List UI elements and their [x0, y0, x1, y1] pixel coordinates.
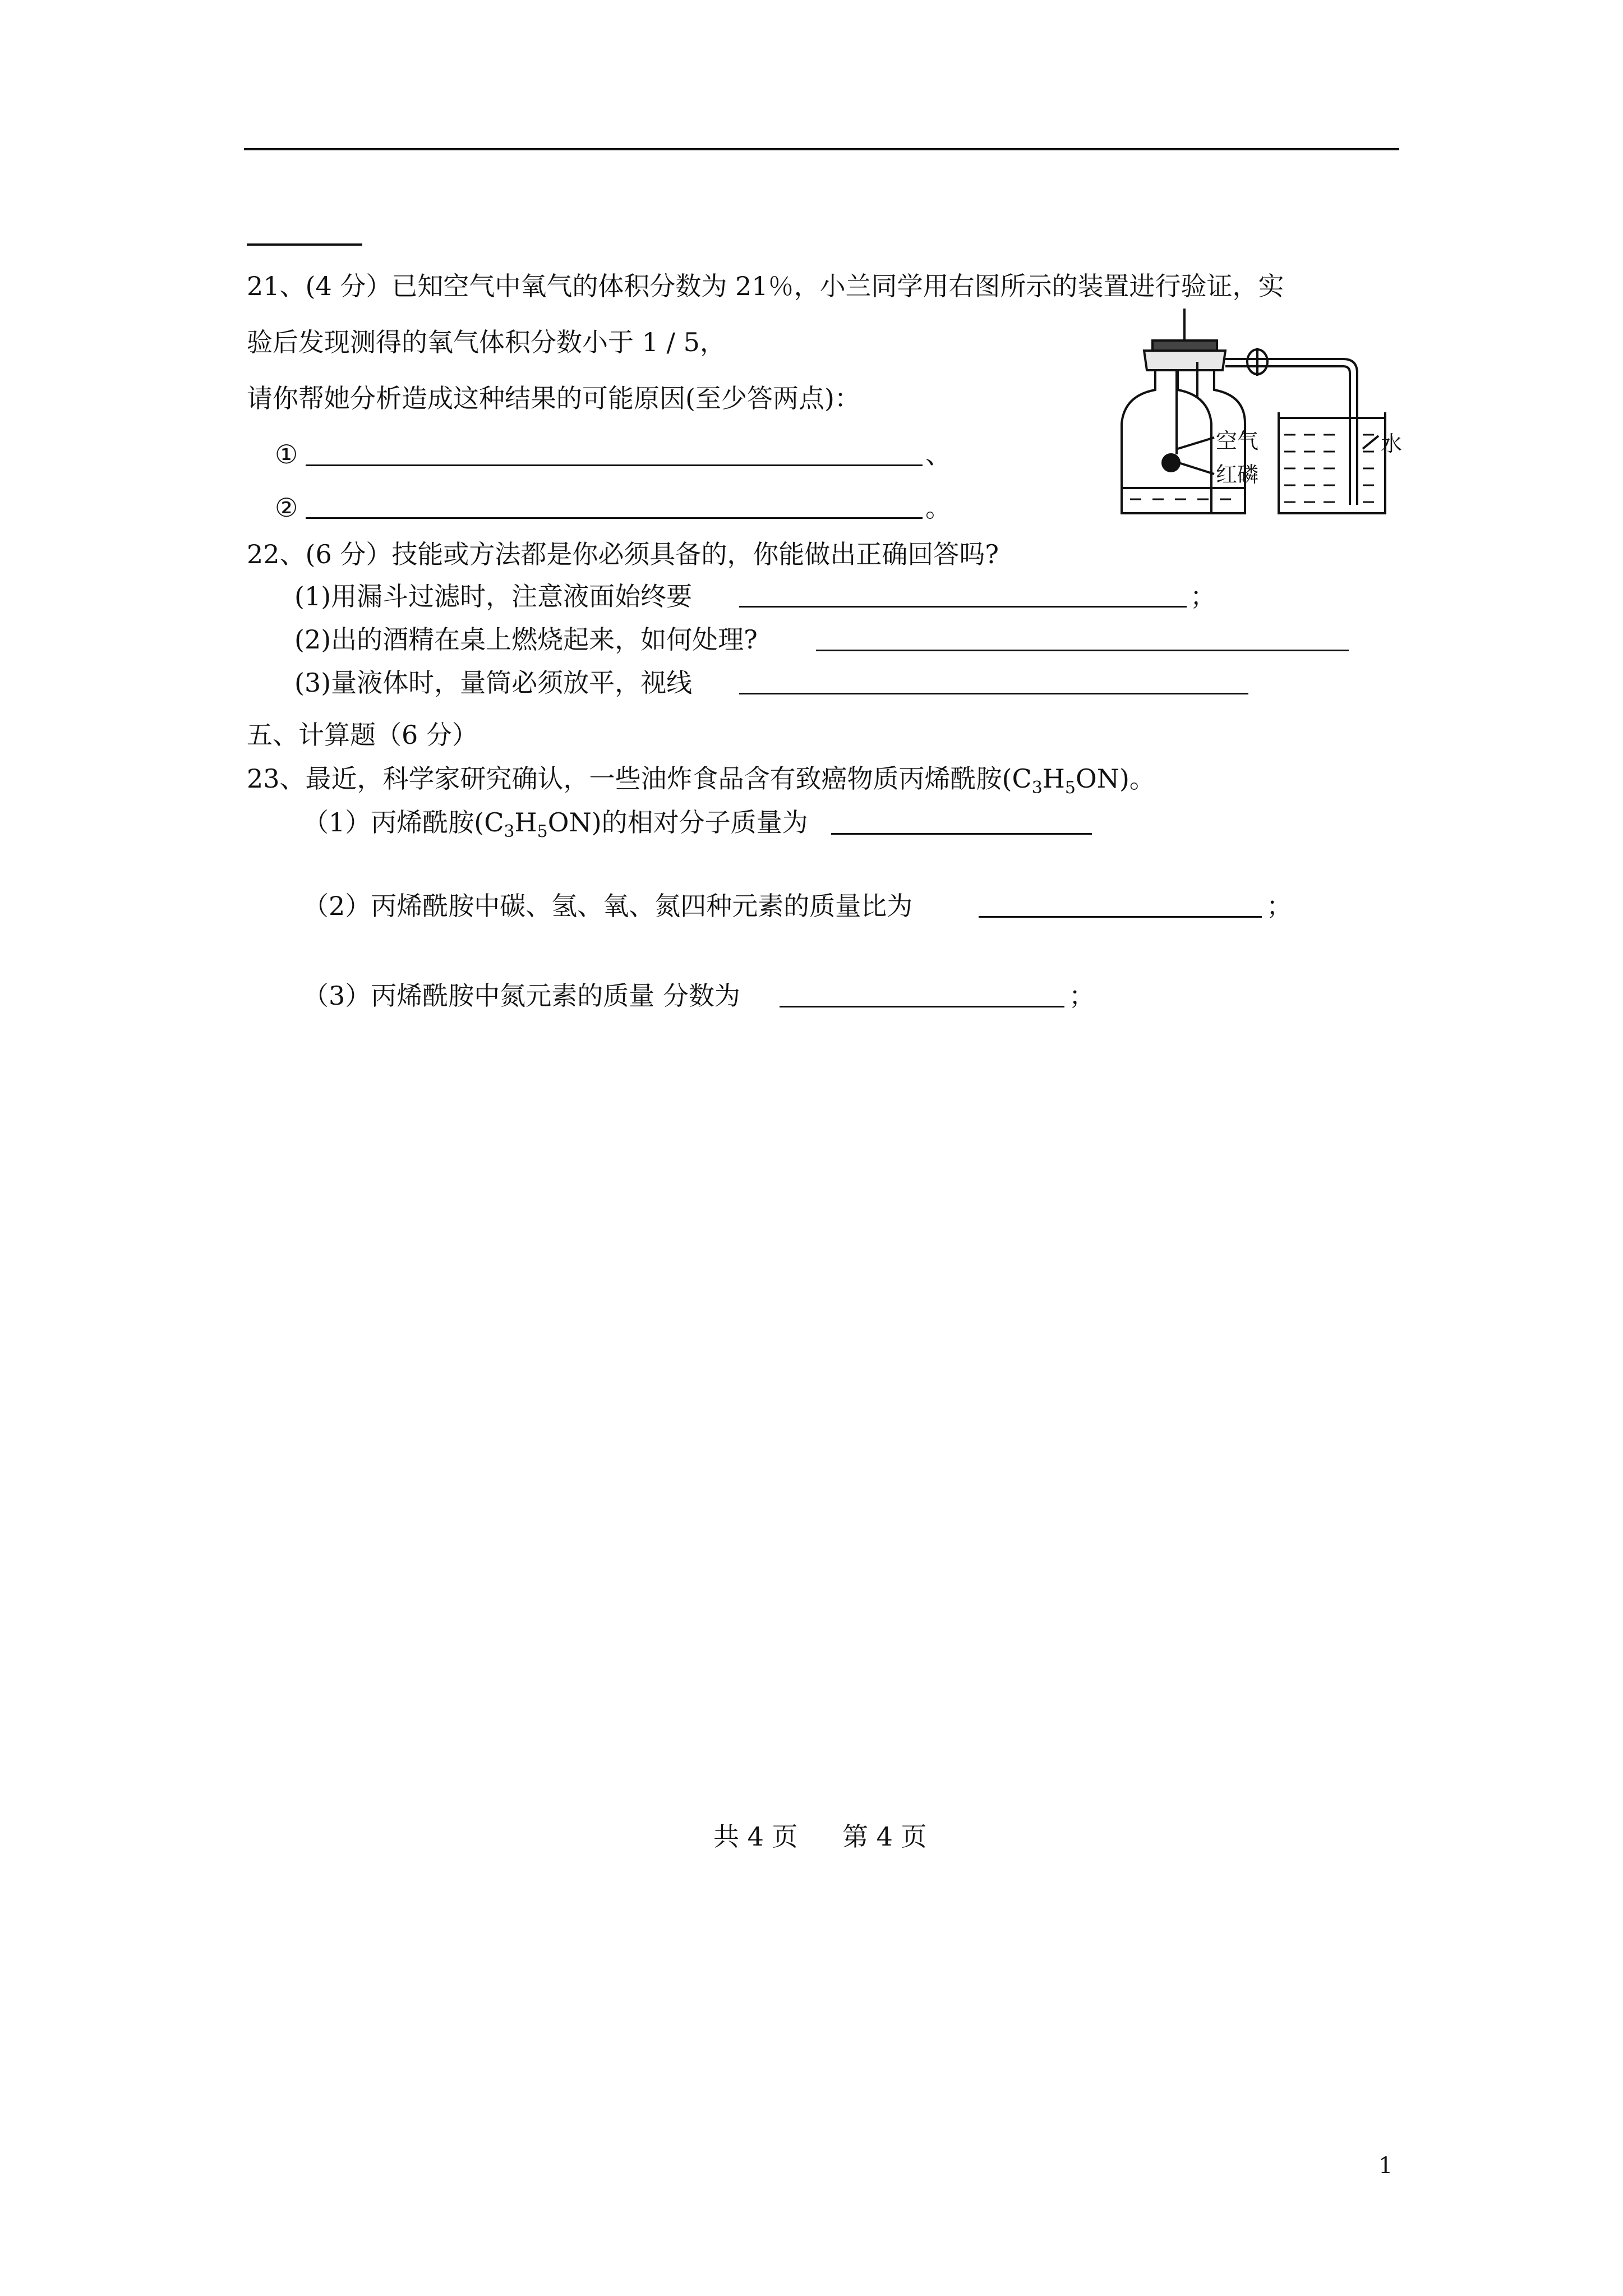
q23-answer-blank-2[interactable]	[979, 916, 1262, 918]
q21-blank2-marker: ②	[275, 493, 298, 523]
q22-item2: (2)出的酒精在桌上燃烧起来，如何处理?	[294, 624, 758, 655]
q23-sub3: （3）丙烯酰胺中氮元素的质量 分数为	[303, 981, 740, 1011]
q21-answer-blank-2[interactable]	[306, 517, 923, 519]
section5-title: 五、计算题（6 分）	[247, 720, 478, 750]
continuation-blank	[247, 243, 362, 246]
q23-answer-blank-1[interactable]	[831, 833, 1092, 835]
footer-total-pages: 共 4 页	[713, 1821, 798, 1852]
q23-sub2-end: ；	[1266, 891, 1292, 921]
label-water: 水	[1381, 431, 1403, 456]
q23-intro: 23、最近，科学家研究确认，一些油炸食品含有致癌物质丙烯酰胺$(C_3H_5ON)$。	[247, 763, 1155, 798]
page-number: 1	[1378, 2153, 1393, 2179]
q21-blank2-end: 。	[925, 493, 951, 523]
q22-answer-blank-3[interactable]	[739, 693, 1248, 694]
footer-current-page: 第 4 页	[842, 1821, 927, 1852]
q22-answer-blank-1[interactable]	[739, 606, 1187, 608]
q23-sub2: （2）丙烯酰胺中碳、氢、氧、氮四种元素的质量比为	[303, 891, 913, 921]
label-red-phosphorus: 红磷	[1216, 462, 1259, 487]
q21-answer-blank-1[interactable]	[306, 464, 923, 466]
q21-blank1-marker: ①	[275, 439, 298, 470]
apparatus-diagram	[1110, 306, 1402, 524]
q22-title: 22、(6 分）技能或方法都是你必须具备的，你能做出正确回答吗?	[247, 539, 999, 569]
q21-line1: 21、(4 分）已知空气中氧气的体积分数为 21％，小兰同学用右图所示的装置进行验证，实	[247, 271, 1284, 301]
q23-sub3-end: ；	[1069, 981, 1095, 1011]
q23-sub1: （1）丙烯酰胺$(C_3H_5ON)$的相对分子质量为	[303, 807, 808, 842]
q21-line3: 请你帮她分析造成这种结果的可能原因(至少答两点)：	[247, 383, 860, 413]
header-rule	[244, 148, 1399, 150]
label-air: 空气	[1216, 429, 1259, 453]
q22-item1-end: ；	[1190, 581, 1216, 611]
q21-line2: 验后发现测得的氧气体积分数小于 1 / 5，	[247, 327, 726, 357]
q23-answer-blank-3[interactable]	[780, 1006, 1064, 1007]
q22-answer-blank-2[interactable]	[816, 650, 1349, 651]
q22-item1: (1)用漏斗过滤时，注意液面始终要	[294, 581, 693, 611]
q21-blank1-end: 、	[925, 439, 951, 470]
q22-item3: (3)量液体时，量筒必须放平，视线	[294, 668, 693, 698]
